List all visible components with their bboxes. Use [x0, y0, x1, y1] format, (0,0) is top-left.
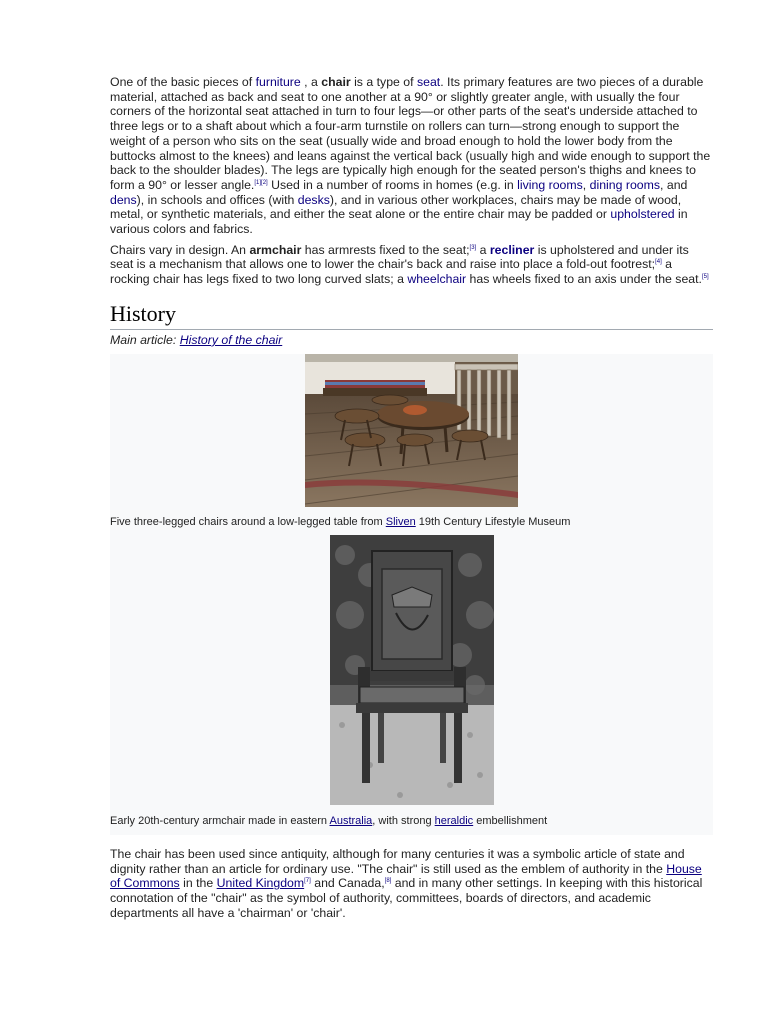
text: embellishment: [473, 814, 548, 827]
link-desks[interactable]: desks: [297, 192, 330, 207]
figure-caption-museum: [110, 510, 713, 535]
term-armchair: armchair: [249, 242, 302, 257]
antiquity-paragraph: [110, 847, 713, 921]
museum-room-illustration: [305, 354, 518, 507]
text: is a type of: [350, 75, 417, 89]
text: , a: [300, 75, 322, 89]
ref-3[interactable]: [3]: [469, 244, 477, 251]
link-recliner[interactable]: recliner: [489, 242, 535, 257]
text: has armrests fixed to the seat;: [301, 242, 470, 257]
link-living-rooms[interactable]: living rooms: [517, 177, 583, 192]
text: in the: [179, 876, 217, 891]
text: Used in a number of rooms in homes (e.g. in: [267, 177, 518, 192]
text: ,: [582, 177, 590, 192]
text: in various colors and fabrics.: [110, 207, 688, 237]
text: and in many other settings. In keeping with this historical connotation of the "chair" as the symbol of authority, committees, boards of directors, and academic departments all have a 'chairman' or 'chair'.: [110, 876, 703, 920]
main-article-note: [110, 333, 713, 348]
figure-museum-chairs: [110, 354, 713, 536]
article-body: [110, 75, 713, 926]
text: . Its primary features are two pieces of a durable material, attached as back and seat to one another at a 90° or slightly greater angle, with usually the four corners of the horizontal seat attached in turn to four legs—or other parts of the seat's underside attached to three legs or to a shaft about which a four-arm turnstile on rollers can turn—strong enough to support the weight of a person who sits on the seat (usually wide and broad enough to hold the lower body from the buttocks almost to the knees) and leans against the vertical back (usually high and wide enough to support the back to the shoulder blades). The legs are typically high enough for the seated person's thighs and knees to form a 90° or lesser angle.: [110, 75, 711, 192]
link-house-of-commons[interactable]: House of Commons: [110, 861, 702, 891]
link-heraldic[interactable]: heraldic: [434, 814, 474, 827]
intro-paragraph: [110, 75, 713, 237]
term-chair: chair: [321, 75, 351, 89]
text: 19th Century Lifestyle Museum: [415, 516, 571, 529]
figure-gallery: [110, 354, 713, 835]
text: , and: [660, 177, 688, 192]
link-dens[interactable]: dens: [110, 192, 137, 207]
ref-5[interactable]: [5]: [701, 274, 709, 281]
link-history-of-the-chair[interactable]: History of the chair: [179, 332, 283, 347]
text: a: [476, 242, 490, 257]
link-sliven[interactable]: Sliven: [385, 516, 416, 529]
link-united-kingdom[interactable]: United Kingdom: [216, 876, 305, 891]
link-upholstered[interactable]: upholstered: [610, 207, 675, 222]
text: is upholstered and under its seat is a mechanism that allows one to lower the chair's back and raise into place a fold-out footrest;: [110, 242, 689, 272]
ref-7[interactable]: [7]: [304, 878, 311, 885]
armchair-image[interactable]: [330, 535, 494, 805]
ref-4[interactable]: [4]: [655, 259, 662, 266]
ref-1-2[interactable]: [1][2]: [254, 179, 268, 186]
text: has wheels fixed to an axis under the seat.: [466, 272, 702, 287]
text: The chair has been used since antiquity, although for many centuries it was a symbolic article of state and dignity rather than an article for ordinary use. "The chair" is still used as the emblem of authority in the: [110, 846, 685, 876]
link-australia[interactable]: Australia: [329, 814, 373, 827]
text: ), and in various other workplaces, chairs may be made of wood, metal, or synthetic materials, and either the seat alone or the entire chair may be padded or: [110, 192, 682, 222]
link-wheelchair[interactable]: wheelchair: [407, 272, 467, 287]
text: Early 20th-century armchair made in eastern: [110, 814, 330, 827]
text: Chairs vary in design. An: [110, 242, 250, 257]
museum-chairs-image[interactable]: [305, 354, 518, 507]
ref-8[interactable]: [8]: [384, 878, 392, 885]
link-seat[interactable]: seat: [416, 75, 441, 89]
figure-caption-armchair: [110, 809, 713, 834]
link-furniture[interactable]: furniture: [255, 75, 301, 89]
text: One of the basic pieces of: [110, 75, 256, 89]
design-paragraph: [110, 243, 713, 287]
text: ), in schools and offices (with: [136, 192, 298, 207]
history-heading: History: [110, 301, 713, 330]
text: , with strong: [372, 814, 435, 827]
text: a rocking chair has legs fixed to two long curved slats; a: [110, 257, 672, 287]
figure-armchair: [110, 535, 713, 834]
text: and Canada,: [310, 876, 385, 891]
armchair-illustration: [330, 535, 494, 805]
text: Main article:: [110, 332, 180, 347]
text: Five three-legged chairs around a low-legged table from: [110, 516, 386, 529]
link-dining-rooms[interactable]: dining rooms: [589, 177, 661, 192]
